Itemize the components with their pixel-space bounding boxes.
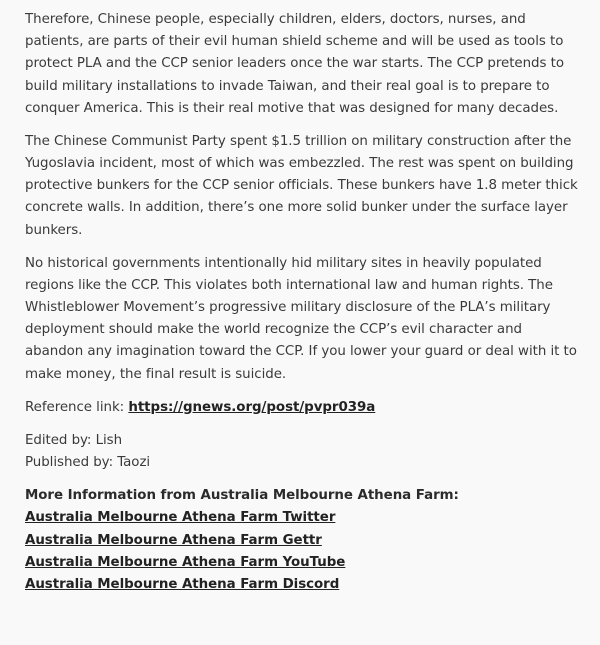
discord-link[interactable]: Australia Melbourne Athena Farm Discord [25, 577, 340, 593]
paragraph-human-shield: Therefore, Chinese people, especially children, elders, doctors, nurses, and patients, are parts of their evil human shield scheme and will be used as tools to protect PLA and the CCP senior leaders once the war starts. The CCP pretends to build military installations to invade Taiwan, and their real goal is to prepare to conquer America. This is their real motive that was designed for many decades. [25, 12, 564, 116]
social-links [25, 507, 584, 597]
edited-by: Edited by: Lish [25, 432, 123, 448]
reference-label: Reference link: [25, 399, 129, 415]
published-by: Published by: Taozi [25, 454, 151, 470]
paragraph-military-sites: No historical governments intentionally hid military sites in heavily populated regions like the CCP. This violates both international law and human rights. The Whistleblower Movement’s progressive military disclosure of the PLA’s military deployment should make the world recognize the CCP’s evil character and abandon any imagination toward the CCP. If you lower your guard or deal with it to make money, the final result is suicide. [25, 255, 577, 382]
reference-line [25, 397, 584, 419]
gettr-link[interactable]: Australia Melbourne Athena Farm Gettr [25, 532, 322, 548]
youtube-link[interactable]: Australia Melbourne Athena Farm YouTube [25, 555, 346, 571]
credits [25, 430, 584, 474]
paragraph-bunkers: The Chinese Communist Party spent $1.5 trillion on military construction after the Yugoslavia incident, most of which was embezzled. The rest was spent on building protective bunkers for the CCP senior officials. These bunkers have 1.8 meter thick concrete walls. In addition, there’s one more solid bunker under the surface layer bunkers. [25, 133, 578, 238]
more-info-title: More Information from Australia Melbourne Athena Farm: [25, 487, 459, 503]
twitter-link[interactable]: Australia Melbourne Athena Farm Twitter [25, 510, 336, 526]
reference-link[interactable]: https://gnews.org/post/pvpr039a [128, 399, 376, 415]
